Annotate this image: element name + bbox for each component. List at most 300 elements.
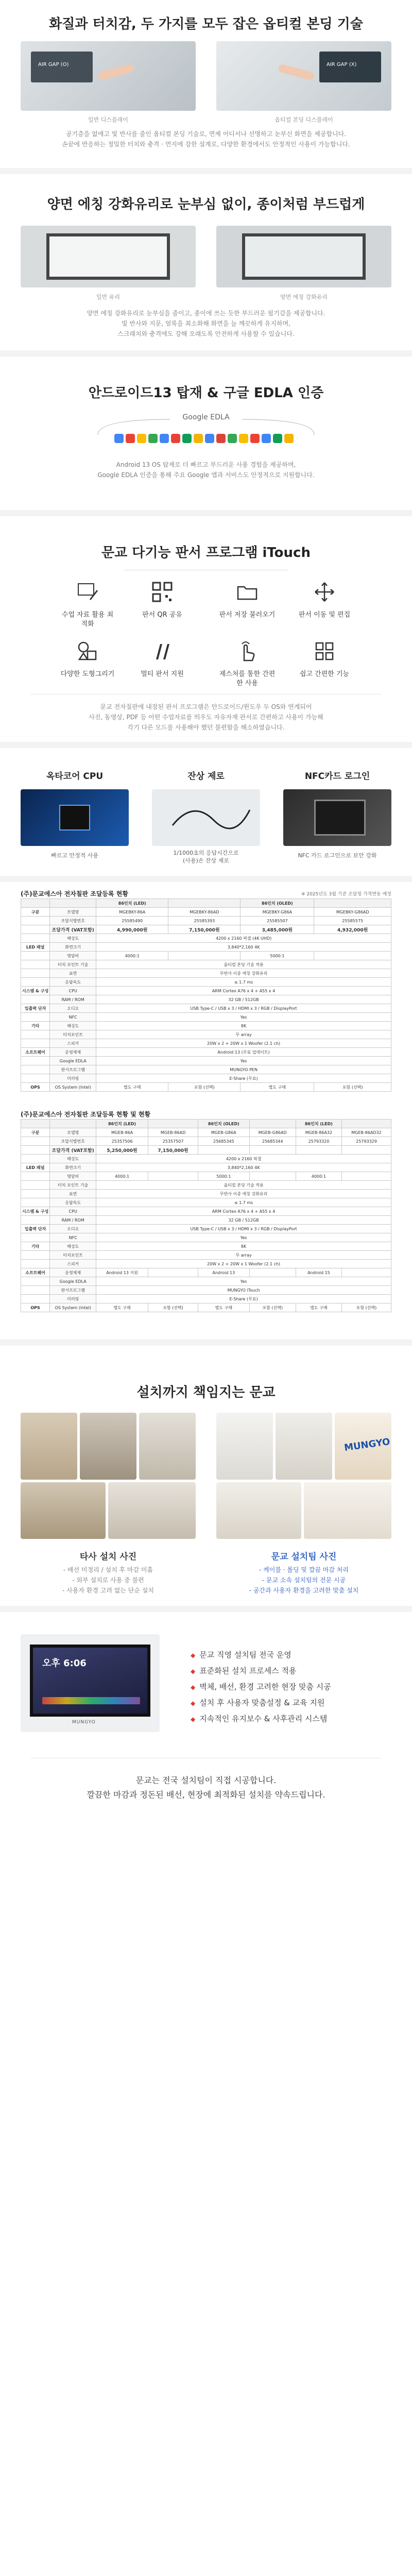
feature-item: [219, 581, 276, 620]
divider: [0, 1606, 412, 1612]
table-cell: [21, 1216, 50, 1225]
normal-display-photo: [21, 41, 196, 111]
etched-glass-section: [0, 174, 412, 344]
nfc-login-photo: [283, 789, 391, 846]
table-row: [21, 1225, 391, 1233]
table-cell: 4000:1: [296, 1172, 341, 1181]
table-cell: [21, 1155, 50, 1163]
table-cell: 조달식별번호: [50, 917, 96, 925]
google-app-icon: [182, 434, 192, 443]
table-cell: [148, 1268, 198, 1277]
table-cell: [148, 1172, 198, 1181]
feature-caption: 1/1000초의 응답시간으로 (사용)손 잔상 제로: [173, 850, 239, 864]
table-cell: [21, 1260, 50, 1268]
table-cell: 해상도: [50, 934, 96, 943]
table-cell: 모델명: [50, 908, 96, 917]
table-cell: 25585575: [314, 917, 391, 925]
divider: [0, 742, 412, 748]
note-line: - 문교 소속 설치팀의 전문 시공: [262, 1577, 346, 1584]
board-brand: MUNGYO: [72, 1720, 96, 1725]
table-cell: 명암비: [50, 1172, 96, 1181]
table-cell: 기타: [21, 1022, 50, 1030]
writing-stroke: [152, 789, 260, 846]
section-title: 안드로이드13 탑재 & 구글 EDLA 인증: [88, 385, 324, 401]
board-frame: [46, 233, 170, 280]
table-cell: [341, 1268, 391, 1277]
google-app-icon: [205, 434, 214, 443]
zero-afterimage-photo: [152, 789, 260, 846]
table-row: [21, 1303, 391, 1312]
bonded-display-photo: [216, 41, 391, 111]
table-cell: RAM / ROM: [50, 1216, 96, 1225]
divider: [0, 510, 412, 516]
table-cell: 터치 포인트 기술: [50, 1181, 96, 1190]
table-cell: 4000:1: [96, 1172, 148, 1181]
table-cell: USB Type-C / USB x 3 / HDMI x 3 / RGB / DisplayPort: [96, 1004, 391, 1013]
competitor-install-photo: [108, 1482, 196, 1539]
bullet-text: 지속적인 유지보수 & 사후관리 시스템: [199, 1714, 328, 1723]
table-cell: 7,150,000원: [168, 925, 241, 934]
table-row: [21, 987, 391, 995]
table-cell: [21, 1277, 50, 1286]
desc-line: 공기층을 없애고 빛 반사를 줄인 옵티컬 본딩 기술로, 면제 어디서나 선명하고 눈부신 화면을 제공합니다.: [65, 130, 347, 138]
feature-label: 판서 QR 공유: [142, 611, 182, 619]
table-header-cell: 86인치 (LED): [96, 1120, 148, 1128]
feature-label: 멀티 판서 지원: [141, 670, 184, 678]
mungyo-install-photo: [276, 1413, 332, 1480]
feature-label: 판서 이동 및 편집: [298, 611, 351, 619]
table-cell: 터치포인트: [50, 1251, 96, 1260]
table-cell: ARM Cortex A76 x 4 + A55 x 4: [96, 987, 391, 995]
mungyo-heading: 문교 설치팀 사진: [271, 1552, 337, 1562]
table-row: [21, 925, 391, 934]
table-cell: 화면크기: [50, 943, 96, 952]
bullet-text: 설치 후 사용자 맞춤설정 & 교육 지원: [199, 1698, 325, 1707]
table-cell: 무반사 이중 에칭 강화유리: [96, 969, 391, 978]
table-cell: 판서프로그램: [50, 1286, 96, 1295]
table-cell: Android 15: [296, 1268, 341, 1277]
table-cell: 4000:1: [96, 952, 168, 960]
bullet-text: 표준화된 설치 프로세스 적용: [199, 1666, 297, 1675]
table-cell: 3,840*2,160 4K: [96, 943, 391, 952]
bullet-icon: ◆: [191, 1652, 196, 1659]
table-cell: 5000:1: [241, 952, 314, 960]
table-cell: [296, 1146, 341, 1155]
table-cell: Android 13: [198, 1268, 249, 1277]
table-cell: Yes: [96, 1233, 391, 1242]
bullet-text: 문교 직영 설치팀 전국 운영: [199, 1650, 291, 1659]
google-app-icon: [160, 434, 169, 443]
cpu-chip-photo: [21, 789, 129, 846]
table-header-row: [21, 1120, 391, 1128]
normal-glass-photo: [21, 226, 196, 287]
desc-line: 손끝에 반응하는 정밀한 터치와 충격 · 먼지에 강한 설계로, 다양한 환경에서도 안정적인 사용이 가능합니다.: [62, 141, 350, 148]
table-cell: 포함 (선택): [249, 1303, 296, 1312]
feature-item: [134, 581, 191, 620]
table-cell: [249, 1146, 296, 1155]
table-cell: [341, 1146, 391, 1155]
divider: [0, 876, 412, 882]
gesture-icon: [236, 640, 259, 663]
table-cell: 4200 x 2160 픽셀: [96, 1155, 391, 1163]
google-app-icon: [262, 434, 271, 443]
table-cell: 조달가격 (VAT포함): [50, 925, 96, 934]
table-row: [21, 1146, 391, 1155]
note-line: - 배선 미정리 / 설치 후 마감 미흡: [63, 1566, 153, 1573]
table-row: [21, 917, 391, 925]
table-cell: 옵티컬 본딩 기술 적용: [96, 1181, 391, 1190]
table-row: [21, 1216, 391, 1225]
table-cell: 터치 포인트 기술: [50, 960, 96, 969]
left-caption: 일반 디스플레이: [88, 116, 128, 123]
table-cell: 명암비: [50, 952, 96, 960]
table-cell: [21, 934, 50, 943]
table-title: (주)문교에스아 전자칠판 조달등록 현황 및 현황: [21, 1111, 151, 1118]
table-header-cell: [21, 899, 50, 908]
table-row: [21, 1251, 391, 1260]
table-cell: [21, 1198, 50, 1207]
table-cell: [21, 995, 50, 1004]
feature-label: 수업 자료 활용 최적화: [61, 611, 114, 628]
google-app-icon: [228, 434, 237, 443]
table-cell: [21, 1172, 50, 1181]
table-cell: LED 패널: [21, 1163, 50, 1172]
table-cell: MGEB-86A32: [296, 1128, 341, 1137]
table-row: [21, 1065, 391, 1074]
table-row: [21, 1181, 391, 1190]
table-cell: 25585490: [96, 917, 168, 925]
note-line: - 외부 설치로 사용 중 불편: [72, 1577, 144, 1584]
air-gap-badge: AIR GAP (O): [38, 62, 69, 67]
table-cell: CPU: [50, 1207, 96, 1216]
table-cell: [314, 952, 391, 960]
table-cell: [198, 1146, 249, 1155]
google-apps-row: [113, 434, 299, 446]
table-cell: 별도 구매: [96, 1083, 168, 1092]
table-cell: 소프트웨어: [21, 1048, 50, 1057]
table-cell: Google EDLA: [50, 1057, 96, 1065]
move-icon: [313, 581, 336, 603]
table-cell: [168, 952, 241, 960]
desc-line: 각기 다른 모드를 사용해야 했던 불편함을 해소하였습니다.: [127, 724, 285, 731]
table-cell: MGEBKY-G86A: [241, 908, 314, 917]
table-cell: 표면: [50, 969, 96, 978]
table-cell: Android 13 지원: [96, 1268, 148, 1277]
mungyo-install-photo: [335, 1413, 391, 1480]
table-cell: [249, 1172, 296, 1181]
desc-line: Android 13 OS 탑재로 더 빠르고 부드러운 사용 경험을 제공하며,: [116, 461, 296, 468]
table-cell: 해상도: [50, 1242, 96, 1251]
table-row: [21, 1004, 391, 1013]
installation-section: [0, 1346, 412, 2093]
google-app-icon: [216, 434, 226, 443]
table-cell: MGEBKY-86A: [96, 908, 168, 917]
table-cell: 무반사 이중 에칭 강화유리: [96, 1190, 391, 1198]
feature-item: [59, 640, 116, 679]
table-cell: [21, 925, 50, 934]
closing-line: 깔끔한 마감과 정돈된 배선, 현장에 최적화된 설치를 약속드립니다.: [87, 1790, 325, 1800]
feature-item: [296, 640, 353, 679]
competitor-install-photo: [80, 1413, 136, 1480]
table-cell: 해상도: [50, 1155, 96, 1163]
competitor-heading: 타사 설치 사진: [79, 1552, 137, 1562]
app-dock: [42, 1697, 140, 1704]
table-cell: 별도 구매: [96, 1303, 148, 1312]
desc-line: 사진, 동영상, PDF 등 어떤 수업자료를 띄우도 자유자재 판서로 간편하고 사용이 가능해: [89, 714, 323, 721]
google-app-icon: [148, 434, 158, 443]
table-cell: OPS: [21, 1303, 50, 1312]
table-row: [21, 1137, 391, 1146]
table-header-cell: [249, 1120, 296, 1128]
feature-item: [134, 640, 191, 679]
table-cell: 운영체제: [50, 1048, 96, 1057]
spec-table-2: [21, 1119, 391, 1312]
google-app-icon: [250, 434, 260, 443]
table-title: (주)문교에스아 전자칠판 조달등록 현황: [21, 890, 128, 897]
feature-title: 옥타코어 CPU: [46, 771, 104, 782]
table-row: [21, 1163, 391, 1172]
table-row: [21, 1048, 391, 1057]
bullet-item: [191, 1663, 386, 1679]
table-cell: 모델명: [50, 1128, 96, 1137]
table-cell: 시스템 & 구성: [21, 987, 50, 995]
bullet-item: [191, 1695, 386, 1711]
table-cell: [249, 1268, 296, 1277]
feature-item: [59, 581, 116, 629]
table-cell: 스피커: [50, 1039, 96, 1048]
table-cell: [21, 1039, 50, 1048]
section-title: 설치까지 책임지는 문교: [136, 1385, 276, 1400]
table-row: [21, 1268, 391, 1277]
table-cell: 스피커: [50, 1260, 96, 1268]
table-cell: LED 패널: [21, 943, 50, 952]
table-cell: 응답속도: [50, 1198, 96, 1207]
table-cell: Yes: [96, 1277, 391, 1286]
android-edla-section: [0, 357, 412, 506]
table-cell: [21, 1251, 50, 1260]
desc-line: 빛 반사와 지문, 얼룩을 최소화해 화면을 늘 깨끗하게 유지하며,: [122, 320, 290, 327]
feature-title: NFC카드 로그인: [304, 771, 370, 782]
etched-glass-photo: [216, 226, 391, 287]
table-cell: [21, 978, 50, 987]
table-cell: [341, 1172, 391, 1181]
table-cell: 표면: [50, 1190, 96, 1198]
bullet-icon: ◆: [191, 1716, 196, 1723]
table-cell: 20W x 2 + 20W x 1 Woofer (2.1 ch): [96, 1039, 391, 1048]
table-cell: MGEBKY-G86AD: [314, 908, 391, 917]
table-row: [21, 1083, 391, 1092]
note-line: - 사용자 환경 고려 없는 단순 설치: [62, 1587, 154, 1594]
table-row: [21, 1242, 391, 1251]
table-cell: Android 13 (무료 업데이트): [96, 1048, 391, 1057]
divider: [0, 1340, 412, 1346]
table-row: [21, 1277, 391, 1286]
table-cell: [21, 1146, 50, 1155]
google-app-icon: [126, 434, 135, 443]
folder-icon: [236, 581, 259, 603]
table-cell: 조달가격 (VAT포함): [50, 1146, 96, 1155]
table-cell: 옵티컬 본딩 기술 적용: [96, 960, 391, 969]
table-cell: Yes: [96, 1057, 391, 1065]
section-description: [0, 460, 412, 480]
desc-line: 스크래치와 충격에도 강해 오래도록 안전하게 사용할 수 있습니다.: [117, 330, 295, 337]
table-row: [21, 908, 391, 917]
section-description: [0, 129, 412, 149]
table-row: [21, 952, 391, 960]
mungyo-install-photo: [216, 1413, 273, 1480]
table-cell: OS System (Intel): [50, 1083, 96, 1092]
table-cell: [21, 1181, 50, 1190]
table-row: [21, 1172, 391, 1181]
note-line: - 케이블 · 몰딩 및 깔끔 마감 처리: [259, 1566, 349, 1573]
table-cell: 25793329: [341, 1137, 391, 1146]
table-row: [21, 1190, 391, 1198]
itouch-section: [0, 516, 412, 738]
qr-icon: [151, 581, 174, 603]
table-cell: 32 GB / 512GB: [96, 995, 391, 1004]
feature-label: 쉽고 간편한 기능: [299, 670, 350, 678]
table-cell: [21, 1065, 50, 1074]
finger-shape: [278, 63, 315, 81]
table-row: [21, 1039, 391, 1048]
table-cell: MGEB-G86A: [198, 1128, 249, 1137]
feature-label: 다양한 도형그리기: [60, 670, 115, 678]
table-cell: ARM Cortex A76 x 4 + A55 x 4: [96, 1207, 391, 1216]
table-row: [21, 1260, 391, 1268]
table-cell: 해상도: [50, 1022, 96, 1030]
bullet-icon: ◆: [191, 1684, 196, 1691]
table-cell: [21, 917, 50, 925]
table-cell: [21, 1295, 50, 1303]
google-app-icon: [137, 434, 146, 443]
closing-line: 문교는 전국 설치팀이 직접 시공합니다.: [135, 1775, 277, 1785]
feature-item: [296, 581, 353, 620]
chip-shape: [59, 805, 90, 831]
table-cell: 포함 (선택): [314, 1083, 391, 1092]
table-cell: [21, 1074, 50, 1083]
feature-label: 제스처를 통한 간편한 사용: [219, 670, 276, 687]
table-cell: NFC: [50, 1233, 96, 1242]
table-row: [21, 1233, 391, 1242]
table-cell: 조달식별번호: [50, 1137, 96, 1146]
table-cell: 4,932,000원: [314, 925, 391, 934]
table-header-cell: 86인치 (OLED): [198, 1120, 249, 1128]
desc-line: 양면 에칭 강화유리로 눈부심을 줄이고, 종이에 쓰는 듯한 부드러운 필기감을 제공합니다.: [87, 310, 325, 317]
table-cell: E-Share (무료): [96, 1295, 391, 1303]
right-caption: 옵티컬 본딩 디스플레이: [274, 116, 333, 123]
table-header-cell: 86인치 (LED): [96, 899, 168, 908]
section-title: 화질과 터치감, 두 가지를 모두 잡은 옵티컬 본딩 기술: [49, 16, 363, 32]
board-image: [21, 1634, 160, 1732]
table-cell: 화면크기: [50, 1163, 96, 1172]
table-cell: 5,250,000원: [96, 1146, 148, 1155]
table-header-cell: [314, 899, 391, 908]
table-cell: Google EDLA: [50, 1277, 96, 1286]
table-cell: [21, 1013, 50, 1022]
table-row: [21, 943, 391, 952]
bullet-text: 벽체, 배선, 환경 고려한 현장 맞춤 시공: [199, 1682, 331, 1691]
table-cell: 5000:1: [198, 1172, 249, 1181]
table-row: [21, 1295, 391, 1303]
table-cell: USB Type-C / USB x 3 / HDMI x 3 / RGB / DisplayPort: [96, 1225, 391, 1233]
table-cell: 별도 구매: [198, 1303, 249, 1312]
left-caption: 일반 유리: [96, 294, 120, 300]
table-cell: 25357506: [96, 1137, 148, 1146]
note-line: - 공간과 사용자 환경을 고려한 맞춤 설치: [249, 1587, 359, 1594]
competitor-install-photo: [21, 1482, 106, 1539]
divider: [0, 350, 412, 357]
competitor-install-photo: [139, 1413, 196, 1480]
table-row: [21, 995, 391, 1004]
table-cell: 무 array: [96, 1030, 391, 1039]
table-cell: 25357507: [148, 1137, 198, 1146]
table-cell: MUNGYO PEN: [96, 1065, 391, 1074]
competitor-notes: [21, 1565, 196, 1596]
google-app-icon: [273, 434, 282, 443]
table-cell: 25585393: [168, 917, 241, 925]
install-bullets: [191, 1647, 386, 1727]
shapes-icon: [76, 640, 99, 663]
section-description: [0, 308, 412, 339]
table-row: [21, 1057, 391, 1065]
google-app-icon: [194, 434, 203, 443]
table-cell: RAM / ROM: [50, 995, 96, 1004]
table-cell: Yes: [96, 1013, 391, 1022]
bullet-icon: ◆: [191, 1700, 196, 1707]
bullet-item: [191, 1679, 386, 1695]
table-cell: 무 array: [96, 1251, 391, 1260]
table-header-cell: [341, 1120, 391, 1128]
pen-icon: [76, 581, 99, 603]
table-header-cell: 86인치 (OLED): [241, 899, 314, 908]
table-header-cell: [50, 1120, 96, 1128]
table-cell: [21, 1190, 50, 1198]
divider: [0, 168, 412, 174]
table-cell: 포함 (선택): [341, 1303, 391, 1312]
table-cell: 기타: [21, 1242, 50, 1251]
table-cell: MUNGYO iTouch: [96, 1286, 391, 1295]
bullet-item: [191, 1647, 386, 1663]
google-app-icon: [171, 434, 180, 443]
table-cell: CPU: [50, 987, 96, 995]
table-cell: [21, 969, 50, 978]
table-row: [21, 978, 391, 987]
table-cell: MGEB-G86AD: [249, 1128, 296, 1137]
table-cell: 응답속도: [50, 978, 96, 987]
table-cell: [21, 1233, 50, 1242]
table-cell: 구분: [21, 908, 50, 917]
table-cell: [21, 952, 50, 960]
table-cell: 4200 x 2160 픽셀 (4K UHD): [96, 934, 391, 943]
table-cell: ≤ 1.7 ms: [96, 978, 391, 987]
mungyo-install-photo: [216, 1482, 301, 1539]
table-cell: [21, 1137, 50, 1146]
feature-label: 판서 저장 불러오기: [219, 611, 276, 619]
google-app-icon: [239, 434, 248, 443]
table-cell: 오디오: [50, 1225, 96, 1233]
table-cell: 입출력 단자: [21, 1225, 50, 1233]
table-cell: [21, 960, 50, 969]
table-cell: 8K: [96, 1242, 391, 1251]
screen-clock: 오후 6:06: [42, 1658, 87, 1669]
mungyo-logo: MUNGYO: [343, 1436, 391, 1454]
board-frame: [242, 233, 366, 280]
table-cell: ≤ 1.7 ms: [96, 1198, 391, 1207]
table-header-cell: 86인치 (LED): [296, 1120, 341, 1128]
table-cell: MGEB-86A: [96, 1128, 148, 1137]
screen-shape: [314, 800, 366, 836]
table-header-cell: [148, 1120, 198, 1128]
